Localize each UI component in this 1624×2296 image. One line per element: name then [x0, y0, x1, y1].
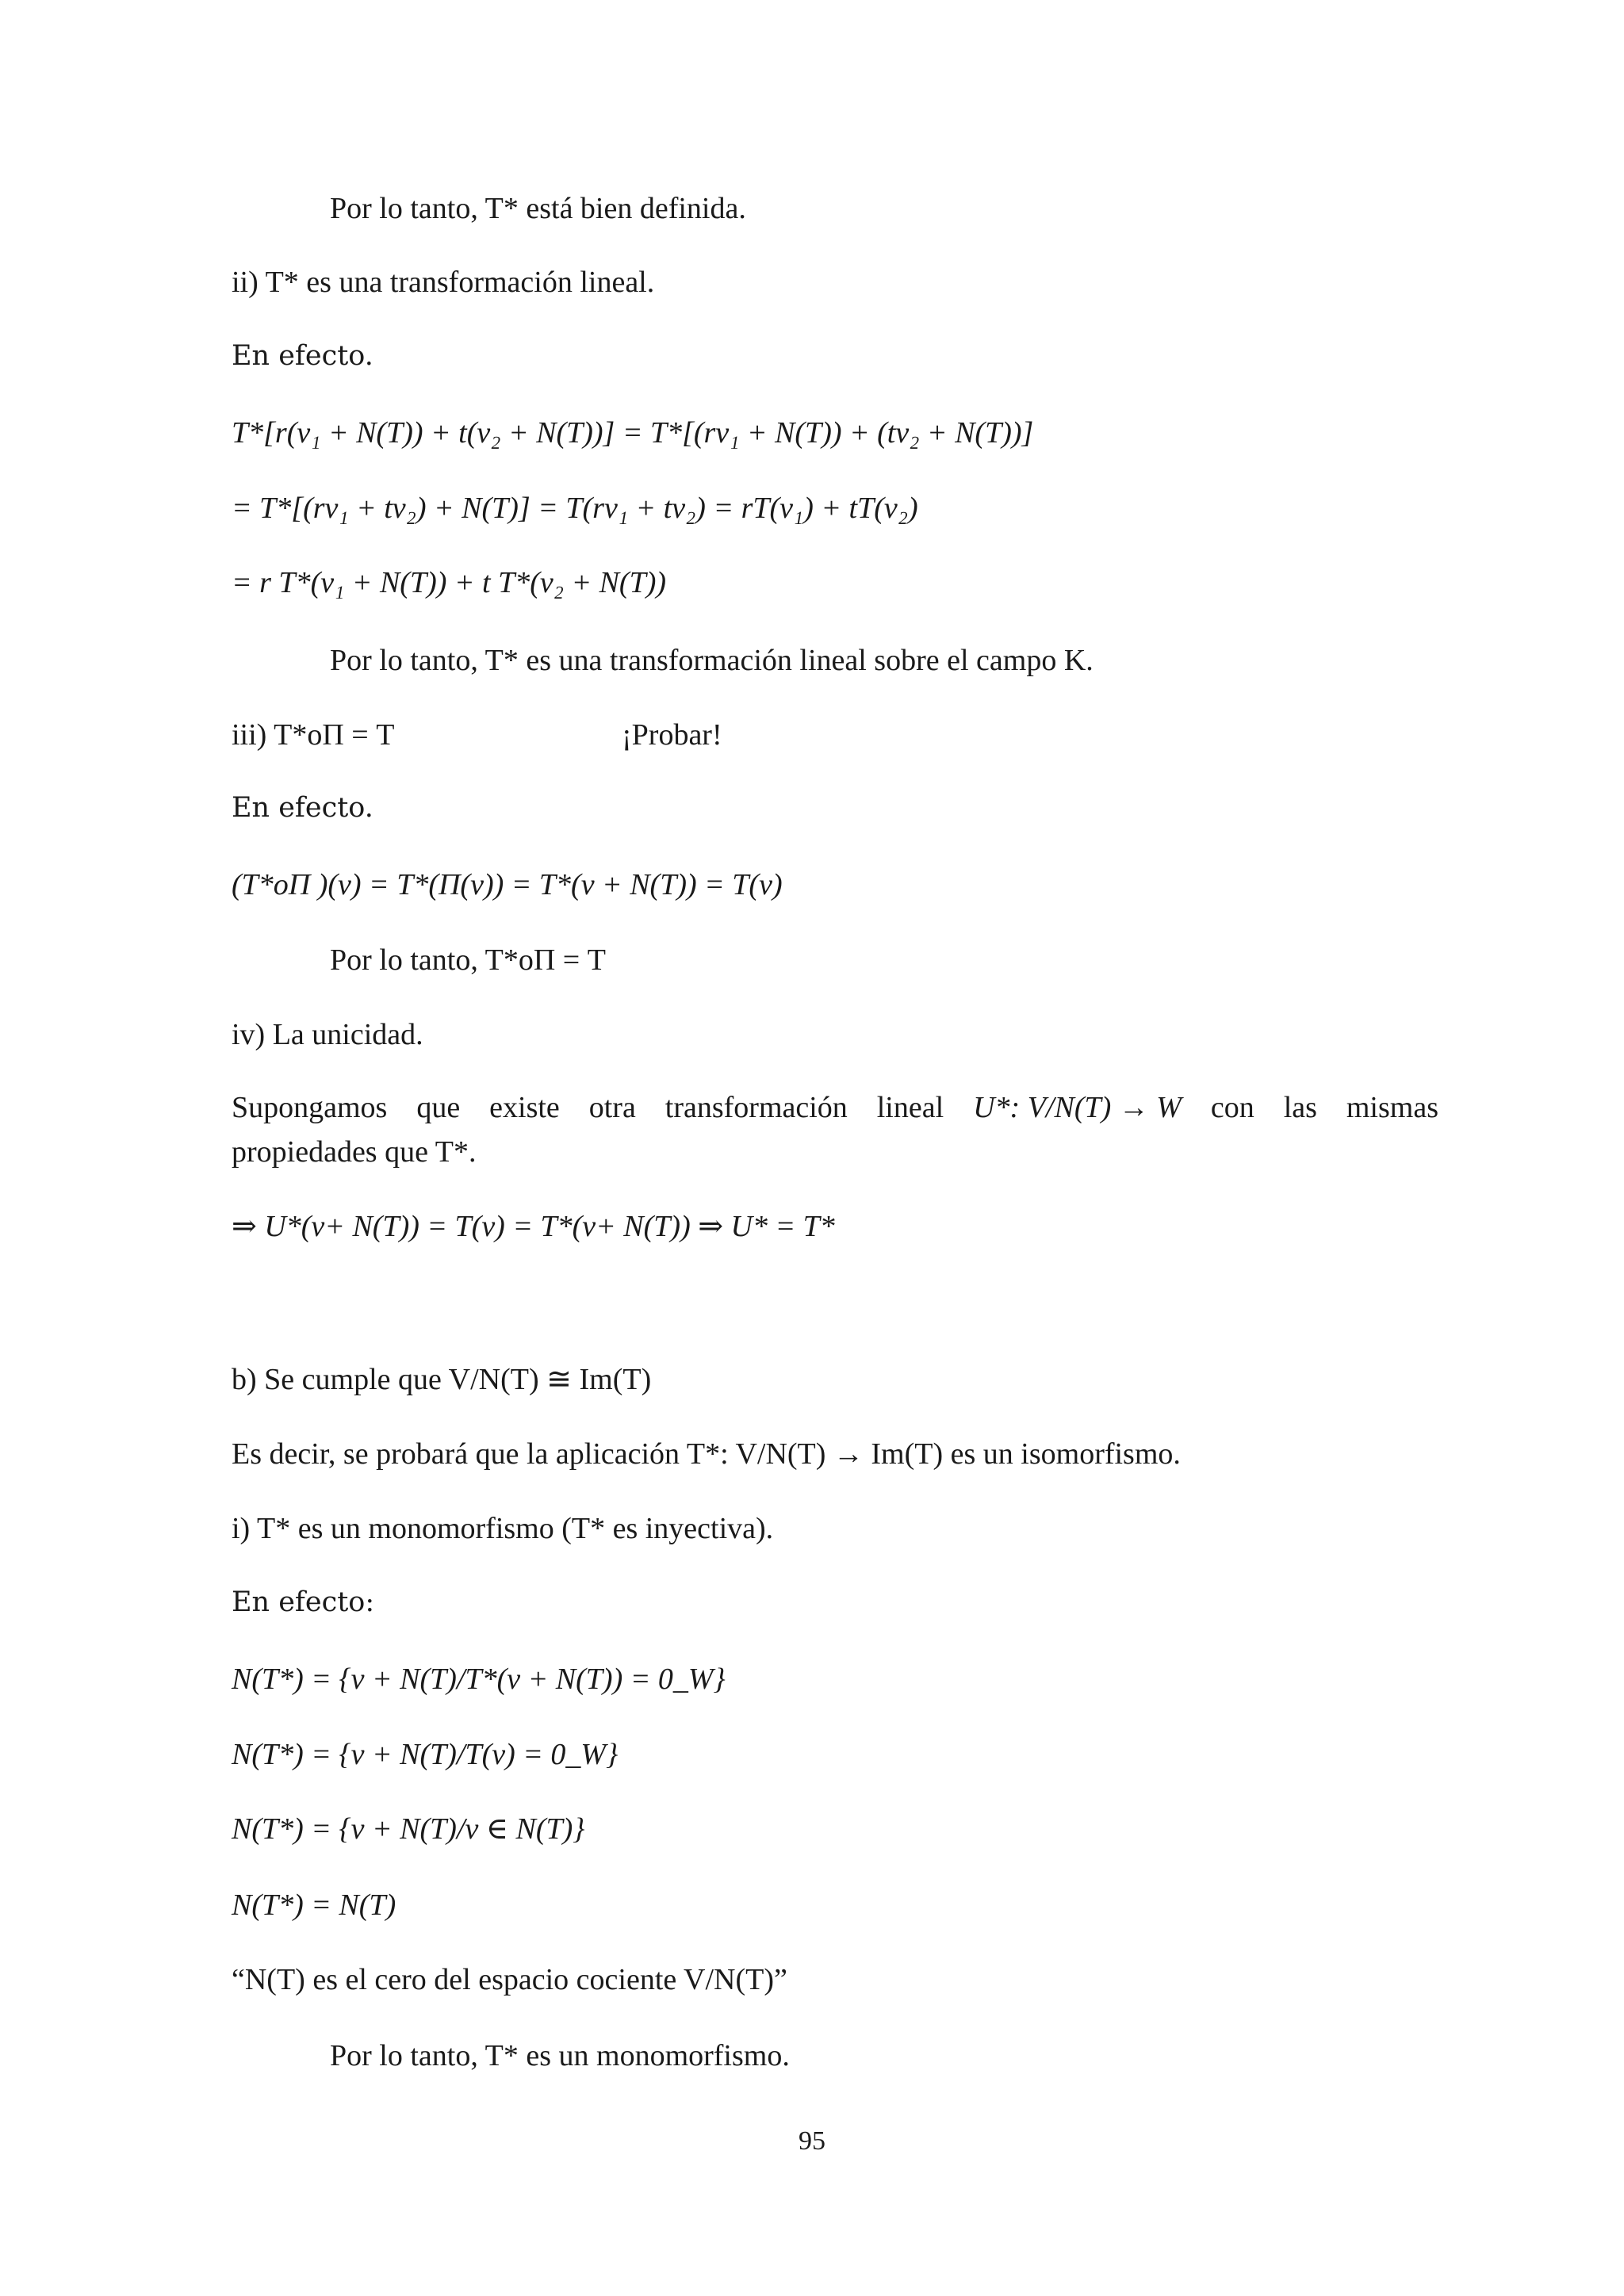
item-i-heading: i) T* es un monomorfismo (T* es inyectiva).: [232, 1512, 774, 1545]
item-ii-heading: ii) T* es una transformación lineal.: [232, 266, 655, 299]
equation-uniqueness: ⇒ U*(v+ N(T)) = T(v) = T*(v+ N(T)) ⇒ U* = T*: [232, 1210, 835, 1243]
word: otra: [588, 1091, 636, 1124]
conclusion-linear: Por lo tanto, T* es una transformación lineal sobre el campo K.: [330, 644, 1094, 677]
conclusion-monomorphism: Por lo tanto, T* es un monomorfismo.: [330, 2039, 790, 2072]
word: con: [1210, 1091, 1254, 1124]
en-efecto-heading: En efecto:: [232, 1586, 375, 1618]
equation-kernel-3: N(T*) = {v + N(T)/v ∈ N(T)}: [232, 1812, 585, 1846]
equation-kernel-4: N(T*) = N(T): [232, 1888, 396, 1922]
quoted-remark: “N(T) es el cero del espacio cociente V/N(T)”: [232, 1963, 787, 1996]
word: las: [1283, 1091, 1317, 1124]
page-number: 95: [799, 2126, 825, 2156]
word: Supongamos: [232, 1091, 388, 1124]
word: transformación: [665, 1091, 848, 1124]
uniqueness-paragraph-line-2: propiedades que T*.: [232, 1135, 477, 1169]
part-b-statement: Es decir, se probará que la aplicación T*: V/N(T) → Im(T) es un isomorfismo.: [232, 1437, 1181, 1471]
word: mismas: [1346, 1091, 1438, 1124]
equation-kernel-1: N(T*) = {v + N(T)/T*(v + N(T)) = 0_W}: [232, 1663, 726, 1696]
en-efecto-heading: En efecto.: [232, 340, 373, 372]
word: existe: [489, 1091, 560, 1124]
equation-linearity-1: T*[r(v₁ + N(T)) + t(v₂ + N(T))] = T*[(rv₁ + N(T)) + (tv₂ + N(T))]: [232, 416, 1034, 450]
probar-note: ¡Probar!: [622, 718, 722, 752]
word: lineal: [876, 1091, 944, 1124]
math-expression: U*: V/N(T) → W: [973, 1091, 1182, 1124]
uniqueness-paragraph-line-1: [232, 1089, 1438, 1127]
conclusion-well-defined: Por lo tanto, T* está bien definida.: [330, 192, 746, 225]
equation-linearity-3: = r T*(v₁ + N(T)) + t T*(v₂ + N(T)): [232, 566, 667, 599]
conclusion-composition: Por lo tanto, T*oΠ = T: [330, 943, 606, 977]
item-iv-heading: iv) La unicidad.: [232, 1018, 423, 1051]
item-iii-heading: iii) T*oΠ = T: [232, 718, 395, 752]
part-b-heading: b) Se cumple que V/N(T) ≅ Im(T): [232, 1363, 652, 1396]
en-efecto-heading: En efecto.: [232, 792, 373, 824]
equation-linearity-2: = T*[(rv₁ + tv₂) + N(T)] = T(rv₁ + tv₂) = rT(v₁) + tT(v₂): [232, 492, 918, 525]
word: que: [416, 1091, 461, 1124]
equation-kernel-2: N(T*) = {v + N(T)/T(v) = 0_W}: [232, 1738, 619, 1771]
equation-composition: (T*oΠ )(v) = T*(Π(v)) = T*(v + N(T)) = T(v): [232, 868, 783, 901]
